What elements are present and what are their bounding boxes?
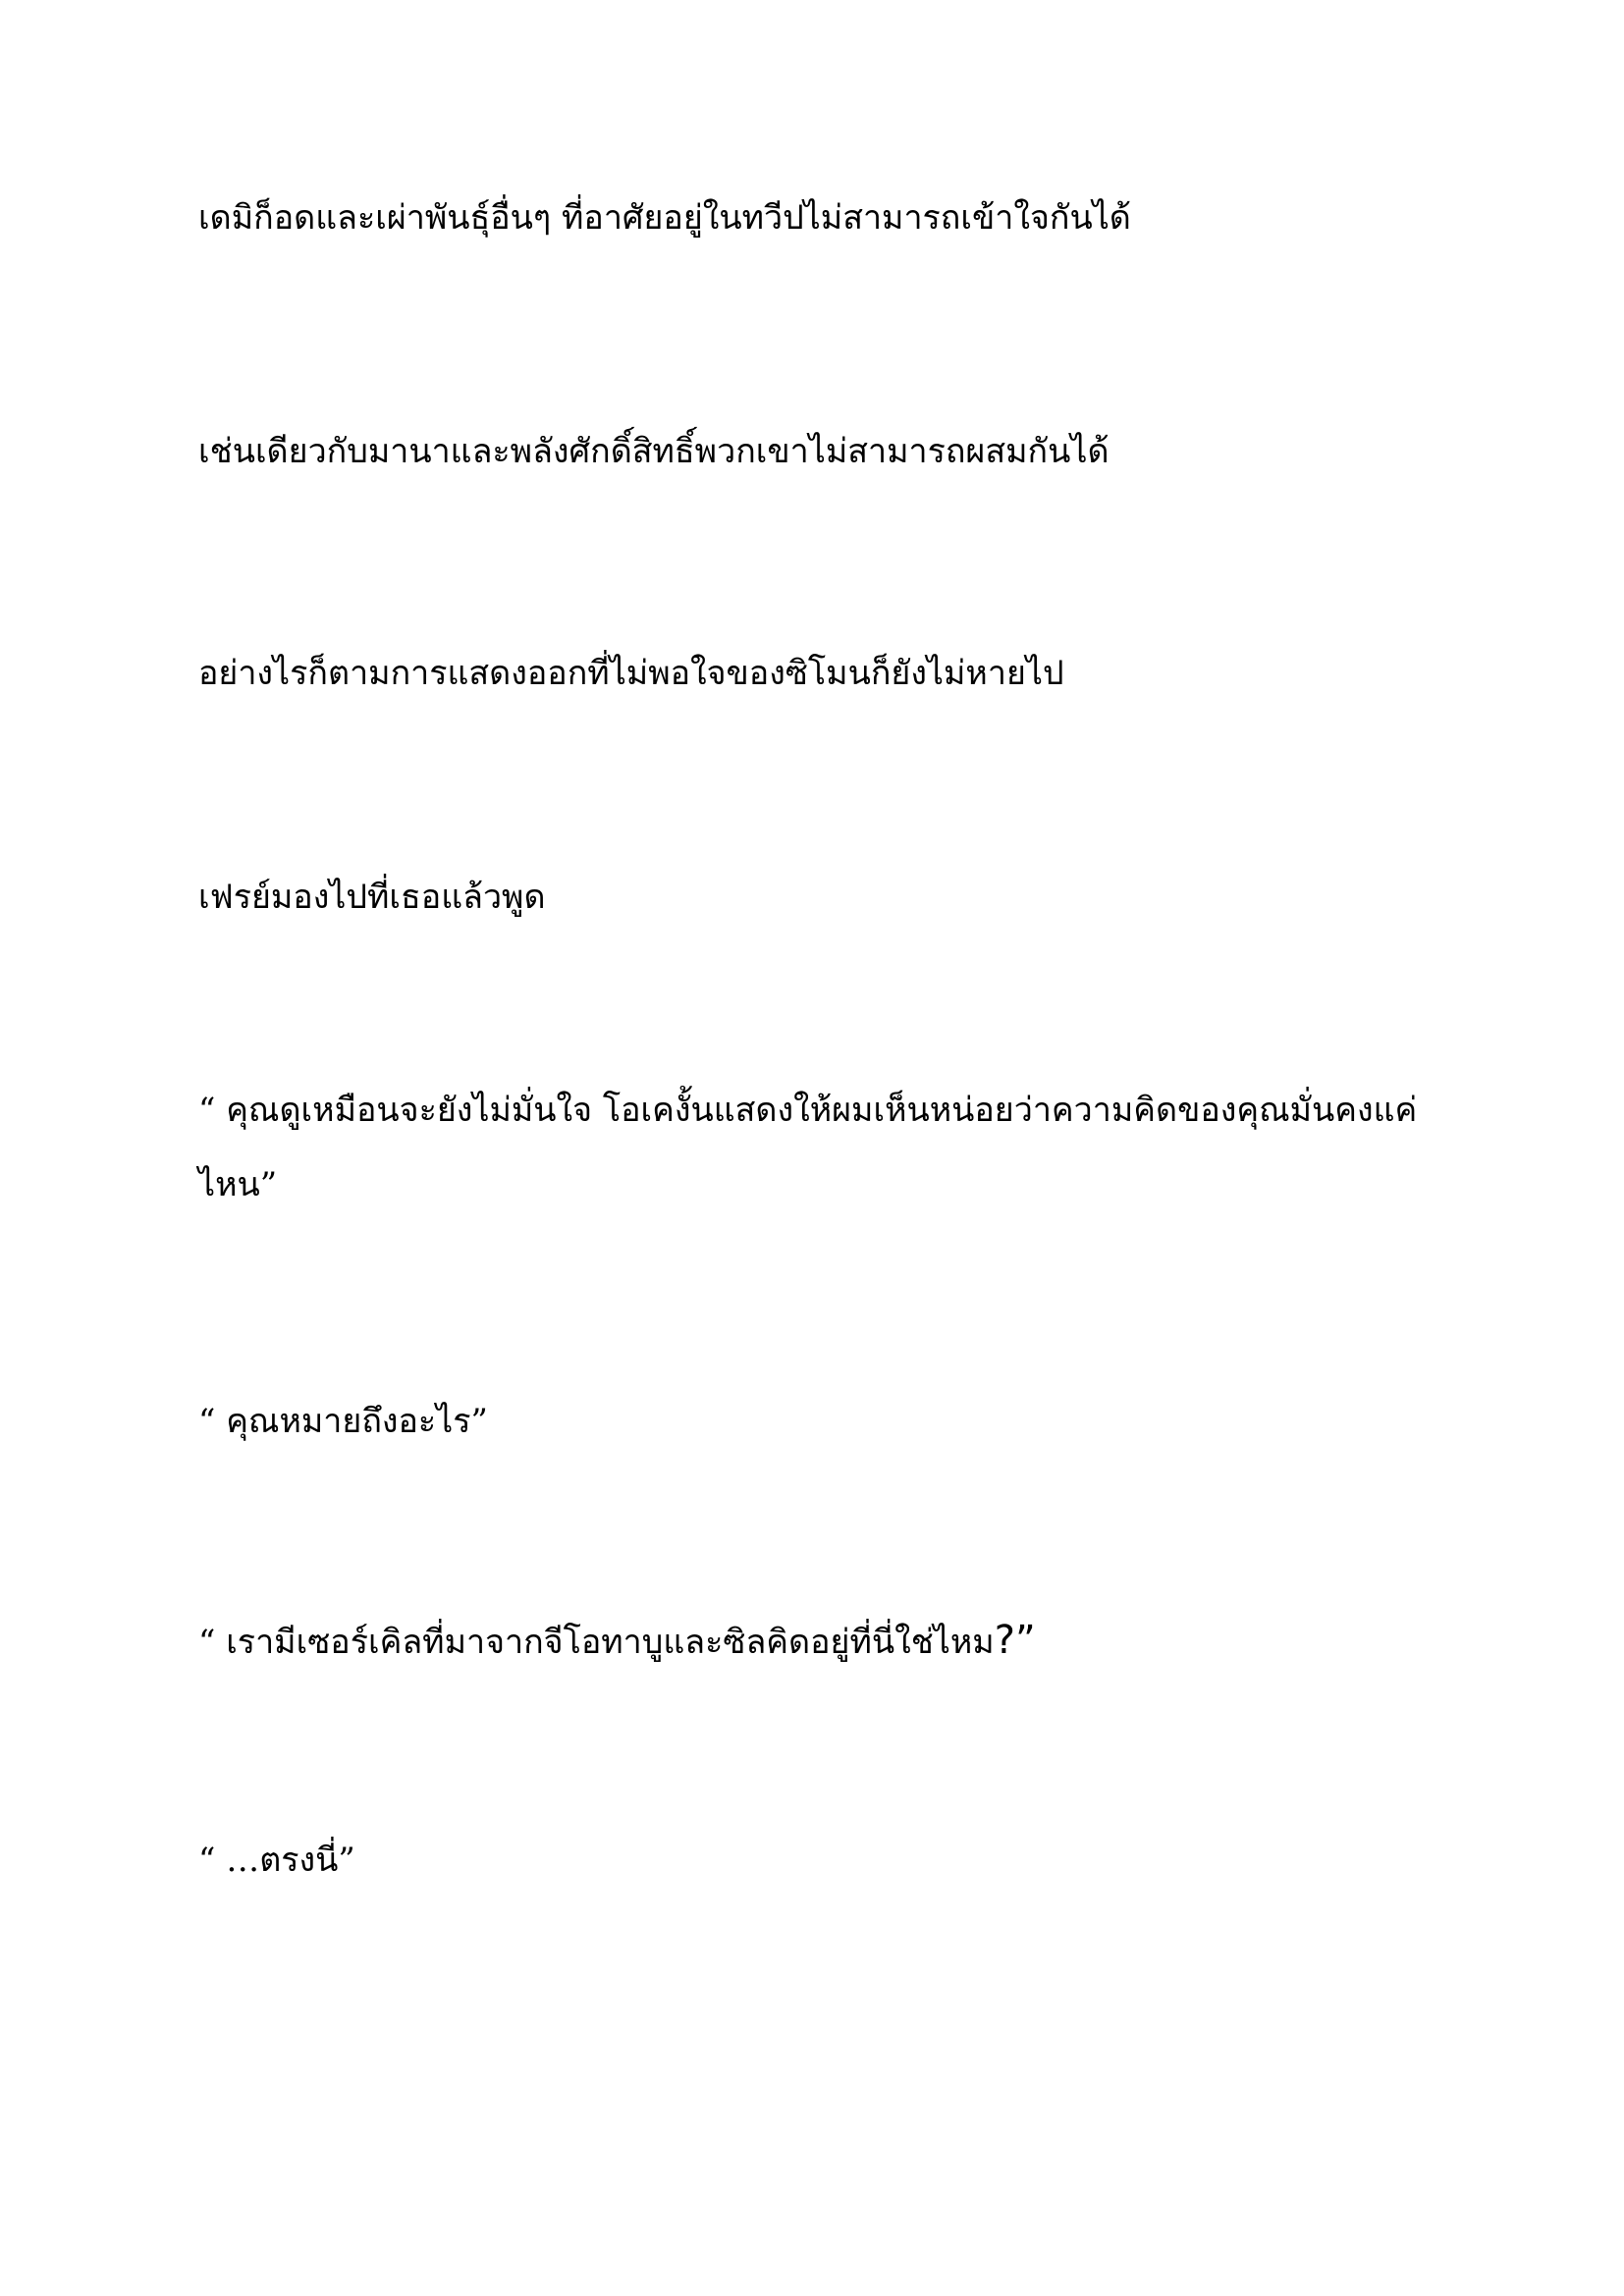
- paragraph-7: [198, 1603, 1435, 1680]
- paragraph-6: “ คุณหมายถึงอะไร”: [198, 1402, 488, 1441]
- paragraph-5: “ คุณดูเหมือนจะยังไม่มั่นใจ โอเคงั้นแสดงให้ผมเห็นหน่อยว่าความคิดของคุณมั่นคงแค่ไหน”: [198, 1091, 1418, 1204]
- paragraph-7-text: “ เรามีเซอร์เคิลที่มาจากจีโอทาบูและซิลคิดอยู่ที่นี่ใช่ไหม: [198, 1623, 995, 1662]
- paragraph-7-question-mark: ?”: [994, 1618, 1036, 1663]
- paragraph-2: เช่นเดียวกับมานาและพลังศักดิ์สิทธิ์พวกเขาไม่สามารถผสมกันได้: [198, 432, 1110, 471]
- paragraph-8: “ …ตรงนี่”: [198, 1841, 355, 1880]
- paragraph-4: เฟรย์มองไปที่เธอแล้วพูด: [198, 878, 546, 917]
- paragraph-1: เดมิก็อดและเผ่าพันธุ์อื่นๆ ที่อาศัยอยู่ในทวีปไม่สามารถเข้าใจกันได้: [198, 198, 1131, 238]
- paragraph-3: อย่างไรก็ตามการแสดงออกที่ไม่พอใจของซิโมนก็ยังไม่หายไป: [198, 654, 1064, 693]
